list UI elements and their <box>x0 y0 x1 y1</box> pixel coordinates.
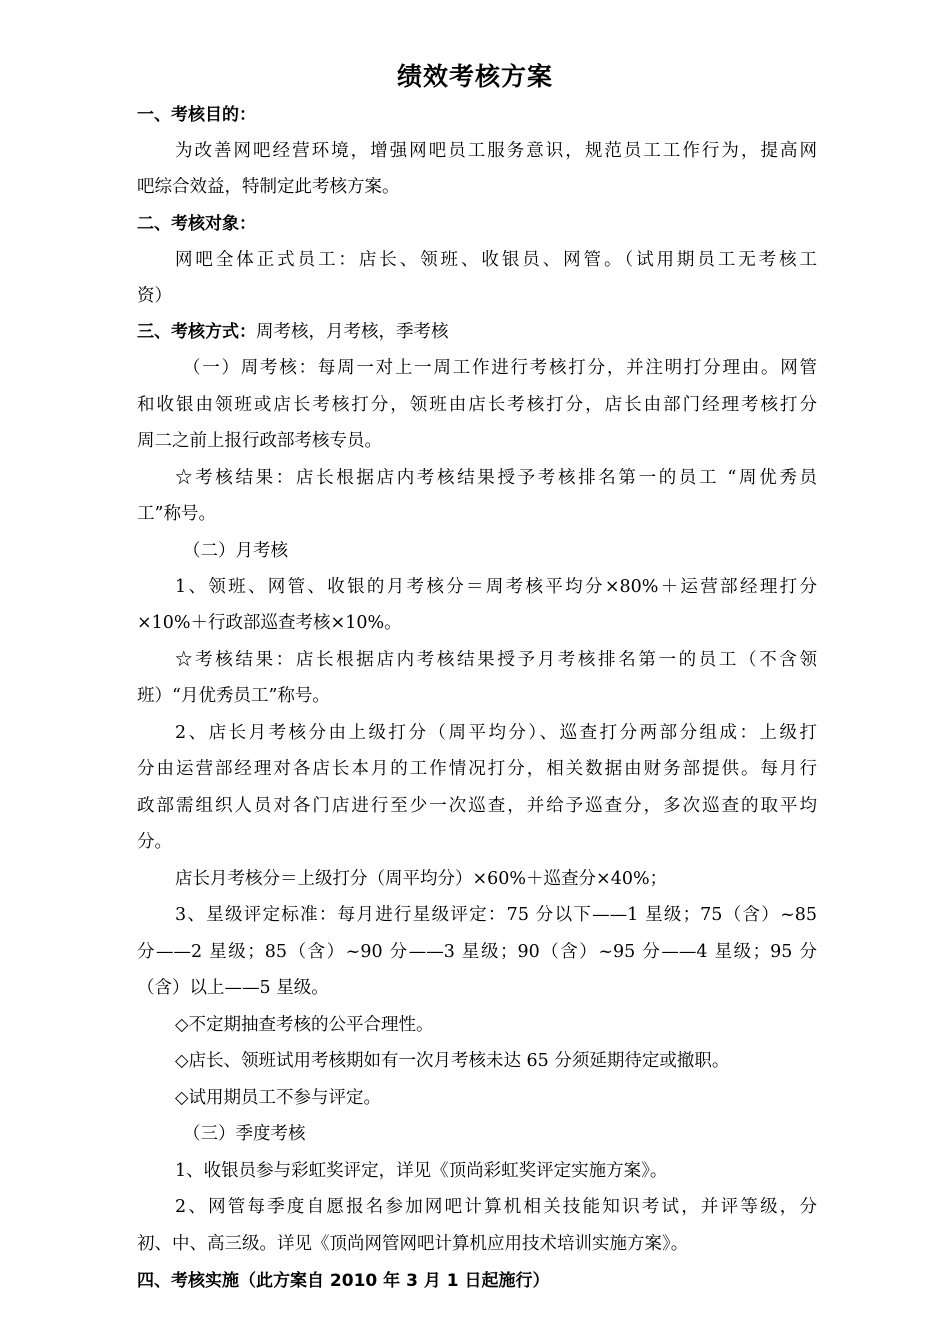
weekly-line: （一）周考核：每周一对上一周工作进行考核打分，并注明打分理由。网管 <box>183 358 817 378</box>
quarterly-item-line: 初、中、高三级。详见《顶尚网管网吧计算机应用技术培训实施方案》。 <box>137 1234 689 1254</box>
monthly-item-line: ×10%＋行政部巡查考核×10%。 <box>137 613 402 633</box>
star-rating-line: 3、星级评定标准：每月进行星级评定：75 分以下——1 星级；75（含）~85 <box>175 905 817 925</box>
section-heading-method-label: 三、考核方式： <box>137 322 256 342</box>
monthly-result-line: 班）“月优秀员工”称号。 <box>137 686 330 706</box>
monthly-item-line: 政部需组织人员对各门店进行至少一次巡查，并给予巡查分，多次巡查的取平均 <box>137 796 817 816</box>
weekly-result-line: ☆考核结果：店长根据店内考核结果授予考核排名第一的员工 “周优秀员 <box>175 468 817 488</box>
monthly-heading: （二）月考核 <box>183 541 288 561</box>
section-heading-method-rest: 周考核，月考核，季考核 <box>256 322 449 342</box>
quarterly-item-line: 1、收银员参与彩虹奖评定，详见《顶尚彩虹奖评定实施方案》。 <box>175 1161 668 1181</box>
section-heading-target: 二、考核对象： <box>137 214 256 234</box>
weekly-line: 和收银由领班或店长考核打分，领班由店长考核打分，店长由部门经理考核打分 <box>137 395 817 415</box>
quarterly-heading: （三）季度考核 <box>183 1124 306 1144</box>
monthly-item-line: 分由运营部经理对各店长本月的工作情况打分，相关数据由财务部提供。每月行 <box>137 759 817 779</box>
paragraph-line: 资） <box>137 286 172 306</box>
quarterly-item-line: 2、网管每季度自愿报名参加网吧计算机相关技能知识考试，并评等级，分 <box>175 1197 817 1217</box>
note-line: ◇试用期员工不参与评定。 <box>175 1088 381 1108</box>
section-heading-method <box>137 314 817 351</box>
monthly-item-line: 1、领班、网管、收银的月考核分＝周考核平均分×80%＋运营部经理打分 <box>175 577 817 597</box>
note-line: ◇店长、领班试用考核期如有一次月考核未达 65 分须延期待定或撤职。 <box>175 1051 730 1071</box>
paragraph-line: 网吧全体正式员工：店长、领班、收银员、网管。（试用期员工无考核工 <box>175 250 817 270</box>
weekly-result-line: 工”称号。 <box>137 504 216 524</box>
star-rating-line: 分——2 星级；85（含）~90 分——3 星级；90（含）~95 分——4 星级；95 分 <box>137 942 817 962</box>
section-heading-purpose: 一、考核目的： <box>137 105 256 125</box>
manager-formula: 店长月考核分＝上级打分（周平均分）×60%＋巡查分×40%； <box>175 869 668 889</box>
document-title: 绩效考核方案 <box>396 62 553 91</box>
paragraph-line: 吧综合效益，特制定此考核方案。 <box>137 177 400 197</box>
weekly-line: 周二之前上报行政部考核专员。 <box>137 431 382 451</box>
monthly-result-line: ☆考核结果：店长根据店内考核结果授予月考核排名第一的员工（不含领 <box>175 650 817 670</box>
monthly-item-line: 2、店长月考核分由上级打分（周平均分）、巡查打分两部分组成：上级打 <box>175 723 817 743</box>
note-line: ◇不定期抽查考核的公平合理性。 <box>175 1015 434 1035</box>
paragraph-line: 为改善网吧经营环境，增强网吧员工服务意识，规范员工工作行为，提高网 <box>175 141 817 161</box>
monthly-item-line: 分。 <box>137 832 172 852</box>
star-rating-line: （含）以上——5 星级。 <box>137 978 329 998</box>
section-heading-implementation: 四、考核实施（此方案自 2010 年 3 月 1 日起施行） <box>137 1271 550 1291</box>
